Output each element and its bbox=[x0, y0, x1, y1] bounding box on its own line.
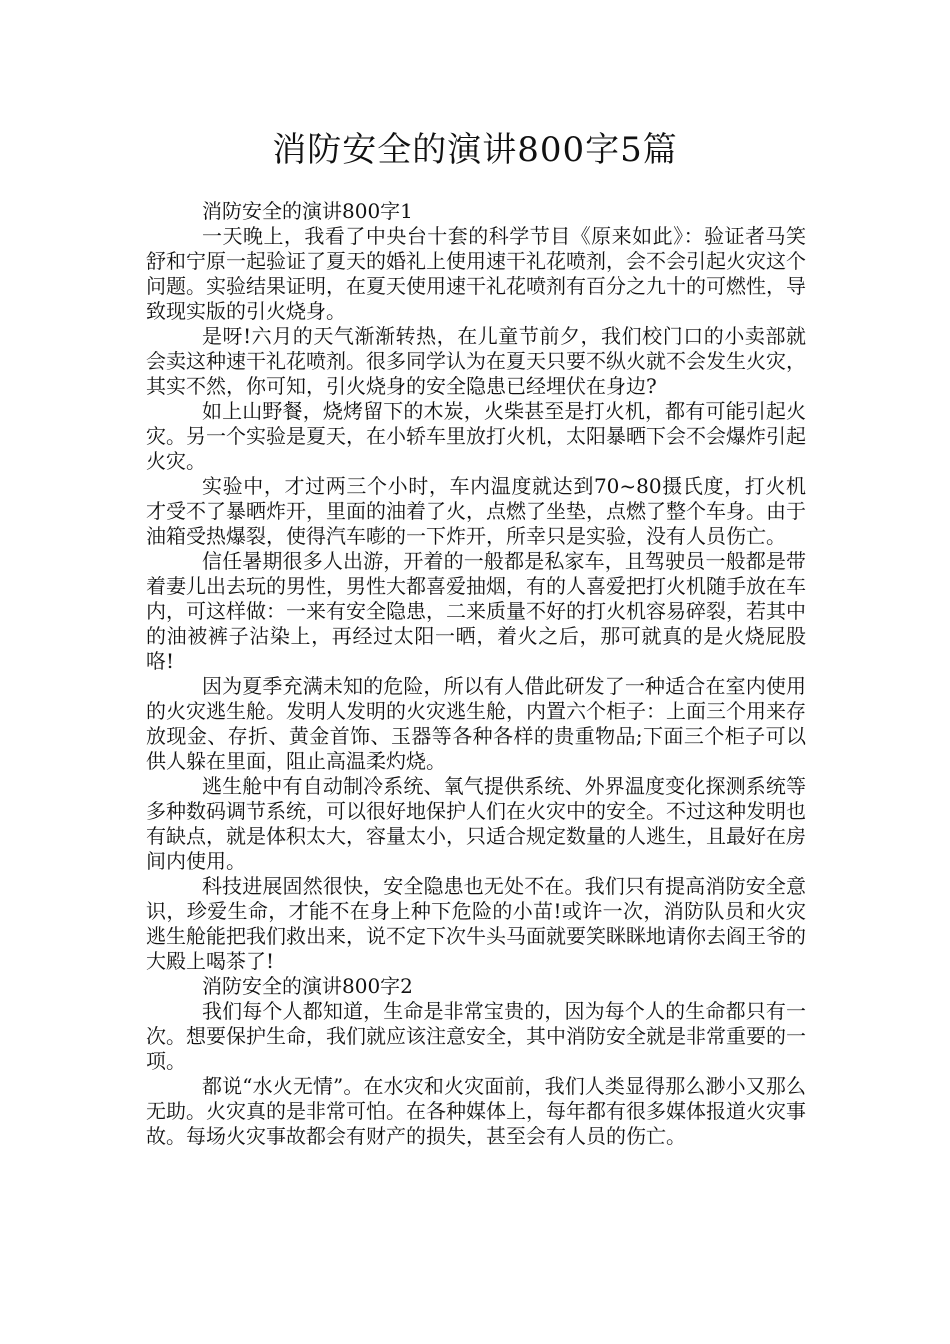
paragraph: 信任暑期很多人出游，开着的一般都是私家车，且驾驶员一般都是带着妻儿出去玩的男性，男性大都喜爱抽烟，有的人喜爱把打火机随手放在车内，可这样做：一来有安全隐患，二来质量不好的打火机容易碎裂，若其中的油被裤子沾染上，再经过太阳一晒，着火之后，那可就真的是火烧屁股咯! bbox=[146, 549, 806, 673]
paragraph: 一天晚上，我看了中央台十套的科学节目《原来如此》：验证者马笑舒和宁原一起验证了夏天的婚礼上使用速干礼花喷剂，会不会引起火灾这个问题。实验结果证明，在夏天使用速干礼花喷剂有百分之九十的可燃性，导致现实版的引火烧身。 bbox=[146, 224, 806, 323]
document-title: 消防安全的演讲800字5篇 bbox=[272, 130, 678, 170]
paragraph: 逃生舱中有自动制冷系统、氧气提供系统、外界温度变化探测系统等多种数码调节系统，可以很好地保护人们在火灾中的安全。不过这种发明也有缺点，就是体积太大，容量太小，只适合规定数量的人逃生，且最好在房间内使用。 bbox=[146, 774, 806, 873]
paragraph: 科技进展固然很快，安全隐患也无处不在。我们只有提高消防安全意识，珍爱生命，才能不在身上种下危险的小苗!或许一次，消防队员和火灾逃生舱能把我们救出来，说不定下次牛头马面就要笑眯眯地请你去阎王爷的大殿上喝茶了! bbox=[146, 874, 806, 973]
section-heading: 消防安全的演讲800字2 bbox=[202, 974, 413, 998]
paragraph: 都说“水火无情”。在水灾和火灾面前，我们人类显得那么渺小又那么无助。火灾真的是非常可怕。在各种媒体上，每年都有很多媒体报道火灾事故。每场火灾事故都会有财产的损失，甚至会有人员的伤亡。 bbox=[146, 1074, 806, 1148]
paragraph: 实验中，才过两三个小时，车内温度就达到70~80摄氏度，打火机才受不了暴晒炸开，里面的油着了火，点燃了坐垫，点燃了整个车身。由于油箱受热爆裂，使得汽车嘭的一下炸开，所幸只是实验，没有人员伤亡。 bbox=[146, 474, 806, 548]
paragraph: 如上山野餐，烧烤留下的木炭，火柴甚至是打火机，都有可能引起火灾。另一个实验是夏天，在小轿车里放打火机，太阳暴晒下会不会爆炸引起火灾。 bbox=[146, 399, 806, 473]
document-body bbox=[146, 199, 806, 1149]
paragraph: 是呀!六月的天气渐渐转热，在儿童节前夕，我们校门口的小卖部就会卖这种速干礼花喷剂。很多同学认为在夏天只要不纵火就不会发生火灾，其实不然，你可知，引火烧身的安全隐患已经埋伏在身边? bbox=[146, 324, 806, 398]
paragraph: 我们每个人都知道，生命是非常宝贵的，因为每个人的生命都只有一次。想要保护生命，我们就应该注意安全，其中消防安全就是非常重要的一项。 bbox=[146, 999, 806, 1073]
paragraph: 因为夏季充满未知的危险，所以有人借此研发了一种适合在室内使用的火灾逃生舱。发明人发明的火灾逃生舱，内置六个柜子：上面三个用来存放现金、存折、黄金首饰、玉器等各种各样的贵重物品;下面三个柜子可以供人躲在里面，阻止高温柔灼烧。 bbox=[146, 674, 806, 773]
section-heading: 消防安全的演讲800字1 bbox=[202, 199, 413, 223]
